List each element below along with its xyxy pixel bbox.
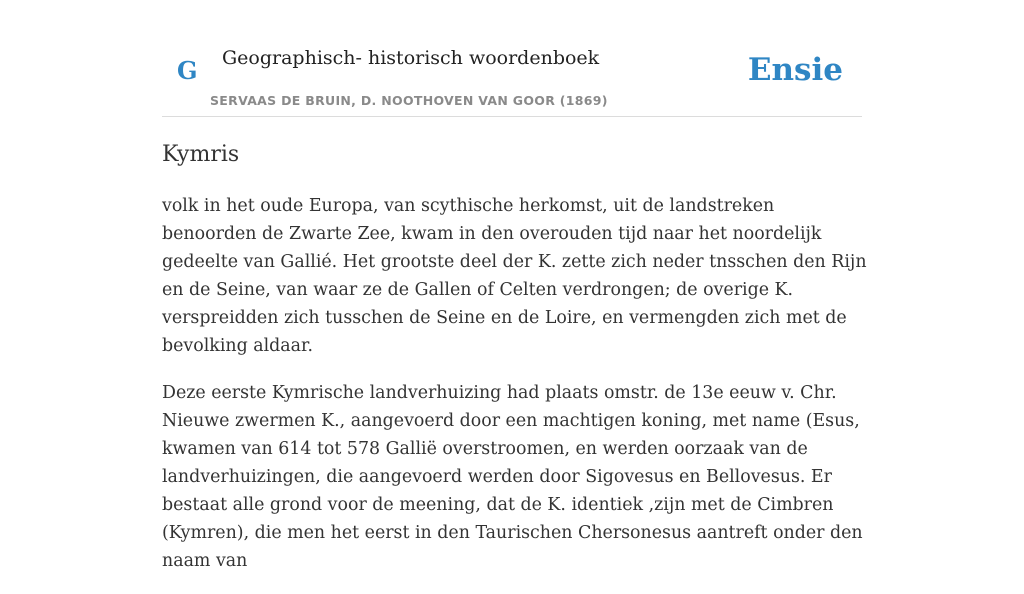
book-title-link[interactable]: Geographisch- historisch woordenboek [222,47,600,69]
book-header [162,0,862,117]
entry-content [162,192,867,594]
entry-paragraph: Deze eerste Kymrische landverhuizing had plaats omstr. de 13e eeuw v. Chr. Nieuwe zwermen K., aangevoerd door een machtigen koning, met name (Esus, kwamen van 614 tot 578 Gallië overstroomen, en werden oorzaak van de landverhuizingen, die aangevoerd werden door Sigovesus en Bellovesus. Er bestaat alle grond voor de meening, dat de K. identiek ,zijn met de Cimbren (Kymren), die men het eerst in den Taurischen Chersonesus aantreft onder den naam van [162,383,863,571]
book-author: SERVAAS DE BRUIN, D. NOOTHOVEN VAN GOOR (1869) [210,93,608,108]
entry-paragraph: volk in het oude Europa, van scythische herkomst, uit de landstreken benoorden de Zwarte Zee, kwam in den overouden tijd naar het noordelijk gedeelte van Gallié. Het grootste deel der K. zette zich neder tnsschen den Rijn en de Seine, van waar ze de Gallen of Celten verdrongen; de overige K. verspreidden zich tusschen de Seine en de Loire, en vermengden zich met de bevolking aldaar. [162,196,867,356]
ensie-logo[interactable]: Ensie [747,52,843,88]
book-logo-letter[interactable]: G [177,56,198,85]
entry-title: Kymris [162,142,240,167]
